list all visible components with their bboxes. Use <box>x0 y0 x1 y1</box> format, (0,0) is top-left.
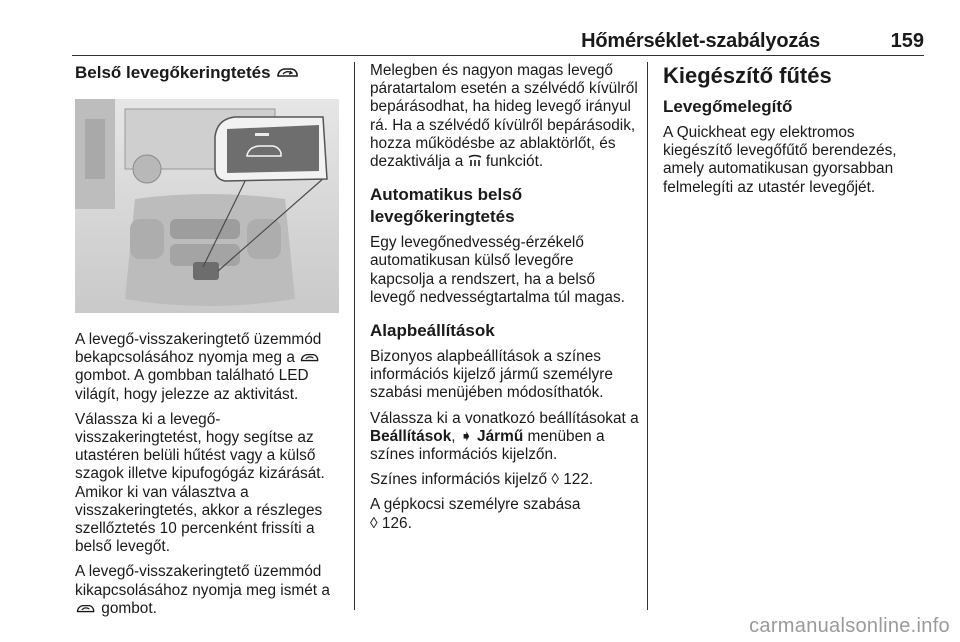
column-divider-2 <box>647 62 648 610</box>
text: gombot. A gombban található LED világít, hogy jelezze az aktivitást. <box>75 367 309 403</box>
paragraph-purpose: Válassza ki a levegő-visszakeringtetést, hogy segítse az utastéren belüli hűtést vagy a külső szagok illetve kipufogógáz kizárását. Amikor ki van választva a visszakeringtetés, akkor a részleges szellőztetés 10 percenként frissíti a belső levegőt. <box>75 410 325 556</box>
text: Színes információs kijelző <box>370 471 548 489</box>
page-title: Hőmérséklet-szabályozás <box>581 30 820 52</box>
demist-icon <box>468 154 482 168</box>
paragraph-ref-display <box>370 471 640 489</box>
text: A levegő-visszakeringtető üzemmód bekapcsolásához nyomja meg a <box>75 331 322 367</box>
paragraph-settings: Bizonyos alapbeállítások a színes információs kijelző jármű személyre szabási menüjében módosíthatók. <box>370 348 613 402</box>
text: A levegő-visszakeringtető üzemmód kikapcsolásához nyomja meg ismét a <box>75 563 330 599</box>
paragraph-auto: Egy levegőnedvesség-érzékelő automatikusan külső levegőre kapcsolja a rendszert, ha a belső levegő nedvességtartalma túl magas. <box>370 234 625 306</box>
paragraph-ref-personalisation <box>370 496 640 532</box>
paragraph-quickheat: A Quickheat egy elektromos kiegészítő levegőfűtő berendezés, amely automatikusan gyorsabban felmelegíti az utastér levegőjét. <box>663 124 897 196</box>
column-3 <box>663 62 925 204</box>
text: menüben a színes információs kijelzőn. <box>370 427 605 464</box>
column-1 <box>75 62 347 625</box>
text: Válassza ki a vonatkozó beállításokat a <box>370 409 639 427</box>
menu-arrow-icon: ➧ <box>459 427 473 445</box>
page-ref-icon: ◊ <box>370 514 378 532</box>
section-heading-recirculation <box>75 62 347 84</box>
menu-settings-label: Beállítások <box>370 427 452 445</box>
heading-text: Belső levegőkeringtetés <box>75 63 271 82</box>
menu-vehicle-label: Jármű <box>477 427 524 445</box>
watermark: carmanualsonline.info <box>749 615 950 637</box>
page-header <box>72 0 924 52</box>
header-rule <box>72 55 924 56</box>
page-ref[interactable]: 122. <box>563 471 594 489</box>
section-heading-air-heater: Levegőmelegítő <box>663 97 793 116</box>
text: gombot. <box>101 599 157 617</box>
paragraph-activate <box>75 331 347 404</box>
text: funkciót. <box>485 153 544 171</box>
dashboard-photo <box>75 99 339 313</box>
page-ref-icon: ◊ <box>551 471 559 489</box>
section-heading-basic-settings: Alapbeállítások <box>370 321 495 341</box>
paragraph-menu: Válassza ki a vonatkozó beállításokat a Beállítások, ➧ Jármű menüben a színes információs kijelzőn. <box>370 409 639 464</box>
air-recirculation-icon <box>299 352 321 364</box>
text: Melegben és nagyon magas levegő páratartalom esetén a szélvédő kívülről bepárásodhat, ha hideg levegő irányul rá. Ha a szélvédő kívülről bepárásodik, hozza működésbe az ablaktörlőt, és dezaktiválja a <box>370 62 638 171</box>
page-number: 159 <box>890 30 924 52</box>
air-recirculation-icon <box>75 603 97 615</box>
column-divider-1 <box>354 62 355 610</box>
page-ref[interactable]: 126. <box>381 514 412 532</box>
text: A gépkocsi személyre szabása <box>370 496 581 514</box>
climate-panel-illustration <box>75 99 339 313</box>
section-heading-auxiliary-heating: Kiegészítő fűtés <box>663 63 832 88</box>
air-recirculation-icon <box>275 66 301 80</box>
section-heading-auto-recirculation: Automatikus belső levegőkeringtetés <box>370 185 523 227</box>
column-2 <box>370 62 640 540</box>
paragraph-fogging <box>370 62 640 171</box>
paragraph-deactivate <box>75 563 347 618</box>
